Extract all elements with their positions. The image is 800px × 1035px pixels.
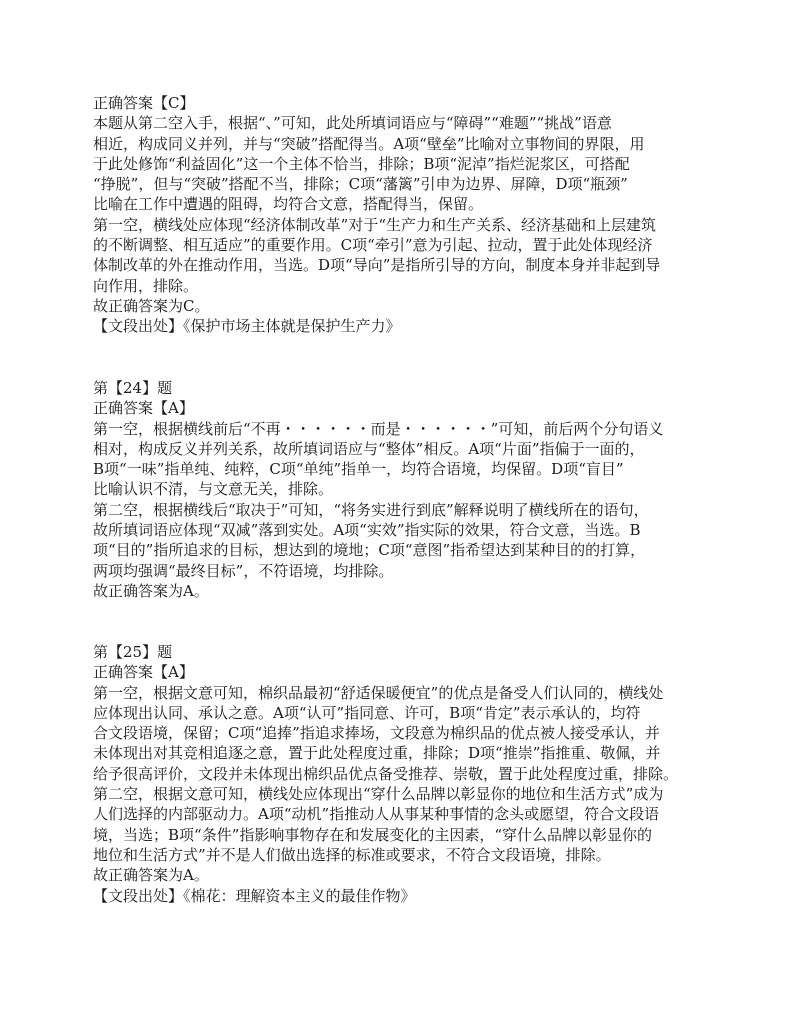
question-heading: 第【25】题 bbox=[93, 643, 173, 661]
explanation-line: “挣脱”，但与“突破”搭配不当，排除；C项“藩篱”引申为边界、屏障，D项“瓶颈” bbox=[93, 175, 628, 194]
explanation-line: 应体现出认同、承认之意。A项“认可”指同意、许可，B项“肯定”表示承认的，均符 bbox=[93, 703, 641, 722]
explanation-line: 比喻在工作中遭遇的阻碍，均符合文意，搭配得当，保留。 bbox=[93, 195, 484, 214]
explanation-line: 第一空，根据文意可知，棉织品最初“舒适保暖便宜”的优点是备受人们认同的，横线处 bbox=[93, 683, 664, 702]
explanation-line: 向作用，排除。 bbox=[93, 276, 199, 295]
explanation-line: 境，当选；B项“条件”指影响事物存在和发展变化的主因素，“穿什么品牌以彰显你的 bbox=[93, 825, 653, 844]
explanation-line: 本题从第二空入手，根据“、”可知，此处所填词语应与“障碍”“难题”“挑战”语意 bbox=[93, 114, 612, 133]
explanation-line: 两项均强调“最终目标”，不符语境，均排除。 bbox=[93, 561, 394, 580]
answer-line: 正确答案【A】 bbox=[93, 399, 194, 418]
conclusion-line: 故正确答案为A。 bbox=[93, 581, 209, 600]
conclusion-line: 故正确答案为C。 bbox=[93, 296, 210, 315]
explanation-line: 第二空，根据横线后“取决于”可知，“将务实进行到底”解释说明了横线所在的语句， bbox=[93, 500, 649, 519]
question-heading: 第【24】题 bbox=[93, 379, 173, 397]
explanation-line: B项“一味”指单纯、纯粹，C项“单纯”指单一，均符合语境，均保留。D项“盲目” bbox=[93, 460, 624, 479]
explanation-line: 相近，构成同义并列，并与“突破”搭配得当。A项“壁垒”比喻对立事物间的界限，用 bbox=[93, 134, 645, 153]
explanation-line: 合文段语境，保留；C项“追捧”指追求捧场，文段意为棉织品的优点被人接受承认，并 bbox=[93, 724, 660, 743]
answer-line: 正确答案【C】 bbox=[93, 94, 195, 112]
source-line: 【文段出处】《保护市场主体就是保护生产力》 bbox=[93, 317, 401, 336]
question-25-section bbox=[93, 642, 723, 906]
explanation-line: 第一空，根据横线前后“不再・・・・・・而是・・・・・・”可知，前后两个分句语义 bbox=[93, 419, 664, 438]
explanation-line: 未体现出对其竞相追逐之意，置于此处程度过重，排除；D项“推崇”指推重、敬佩，并 bbox=[93, 744, 661, 763]
conclusion-line: 故正确答案为A。 bbox=[93, 866, 209, 885]
explanation-line: 故所填词语应体现“双减”落到实处。A项“实效”指实际的效果，符合文意，当选。B bbox=[93, 521, 641, 540]
source-line: 【文段出处】《棉花：理解资本主义的最佳作物》 bbox=[93, 886, 416, 905]
explanation-line: 给予很高评价，文段并未体现出棉织品优点备受推荐、崇敬，置于此处程度过重，排除。 bbox=[93, 764, 679, 783]
explanation-line: 体制改革的外在推动作用，当选。D项“导向”是指所引导的方向，制度本身并非起到导 bbox=[93, 256, 661, 275]
answer-section-c bbox=[93, 93, 723, 337]
question-24-section bbox=[93, 378, 723, 601]
explanation-line: 的不断调整、相互适应”的重要作用。C项“牵引”意为引起、拉动，置于此处体现经济 bbox=[93, 236, 653, 255]
explanation-line: 相对，构成反义并列关系，故所填词语应与“整体”相反。A项“片面”指偏于一面的， bbox=[93, 439, 645, 458]
explanation-line: 人们选择的内部驱动力。A项“动机”指推动人从事某种事情的念头或愿望，符合文段语 bbox=[93, 805, 660, 824]
explanation-line: 比喻认识不清，与文意无关，排除。 bbox=[93, 480, 334, 499]
explanation-line: 第二空，根据文意可知，横线处应体现出“穿什么品牌以彰显你的地位和生活方式”成为 bbox=[93, 785, 664, 804]
explanation-line: 第一空，横线处应体现“经济体制改革”对于“生产力和生产关系、经济基础和上层建筑 bbox=[93, 215, 657, 234]
explanation-line: 于此处修饰“利益固化”这一个主体不恰当，排除；B项“泥淖”指烂泥浆区，可搭配 bbox=[93, 154, 630, 173]
explanation-line: 地位和生活方式”并不是人们做出选择的标准或要求，不符合文段语境，排除。 bbox=[93, 845, 611, 864]
answer-line: 正确答案【A】 bbox=[93, 663, 194, 682]
explanation-line: 项“目的”指所追求的目标，想达到的境地；C项“意图”指希望达到某种目的的打算， bbox=[93, 541, 646, 560]
